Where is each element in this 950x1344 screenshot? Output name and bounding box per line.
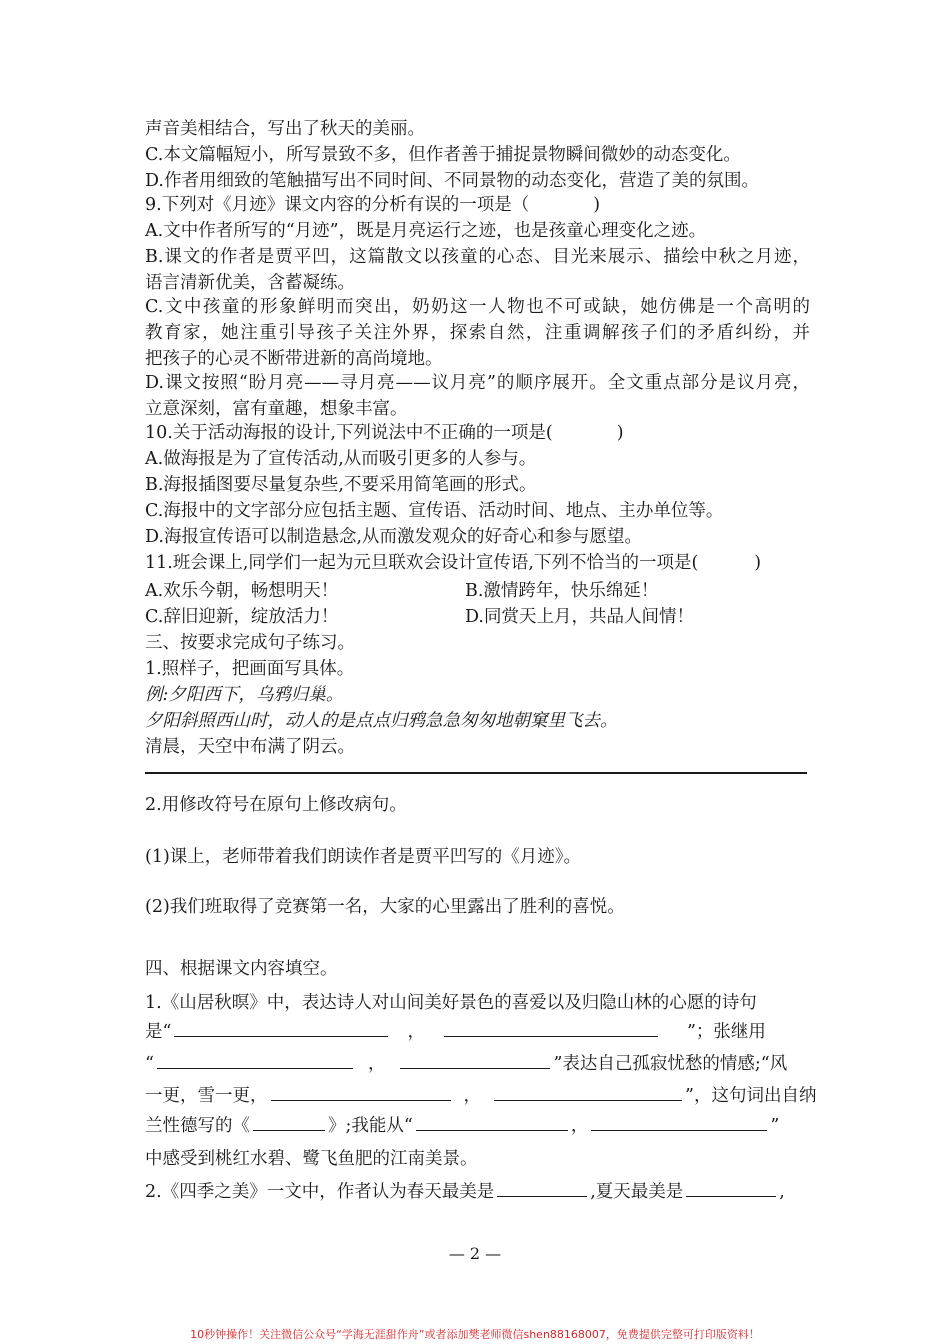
footer-banner: 10秒钟操作！关注微信公众号“学海无涯甜作舟”或者添加樊老师微信shen88168007，免费提供完整可打印版资料！ <box>190 1328 760 1341</box>
fill-blank[interactable] <box>271 1082 451 1101</box>
fill-line: 中感受到桃红水碧、鹭飞鱼肥的江南美景。 <box>145 1149 478 1169</box>
option-a: A.欢乐今朝，畅想明天！ <box>145 581 339 601</box>
fill-blank[interactable] <box>416 1112 568 1131</box>
fill-blank[interactable] <box>494 1082 682 1101</box>
option-b: B.激情跨年，快乐绵延！ <box>465 581 659 601</box>
question-9 <box>145 192 810 218</box>
option-b-cont: 语言清新优美，含蓄凝练。 <box>145 273 355 293</box>
fill-text: ”，这句词出自纳 <box>685 1086 817 1106</box>
fill-text: 一更，雪一更， <box>145 1086 268 1106</box>
question-11 <box>145 550 810 576</box>
exercise-prompt: 清晨，天空中布满了阴云。 <box>145 737 355 757</box>
fill-line <box>145 1050 810 1077</box>
fill-line <box>145 1112 810 1139</box>
fill-text: , <box>779 1182 785 1202</box>
fill-blank[interactable] <box>444 1018 658 1037</box>
question-9-stem: 9.下列对《月迹》课文内容的分析有误的一项是（ <box>145 195 530 215</box>
question-10-stem: 10.关于活动海报的设计,下列说法中不正确的一项是( <box>145 423 553 443</box>
option-a: A.文中作者所写的“月迹”，既是月亮运行之迹，也是孩童心理变化之迹。 <box>145 221 707 241</box>
fill-blank[interactable] <box>157 1050 353 1069</box>
fill-blank[interactable] <box>497 1178 587 1197</box>
exercise-title: 2.用修改符号在原句上修改病句。 <box>145 795 407 815</box>
fill-text: 是“ <box>145 1022 172 1042</box>
answer-paren-close: ) <box>593 195 601 215</box>
fill-blank[interactable] <box>400 1050 550 1069</box>
fill-blank[interactable] <box>253 1112 325 1131</box>
fill-blank[interactable] <box>591 1112 767 1131</box>
option-d: D.课文按照“盼月亮——寻月亮——议月亮”的顺序展开。全文重点部分是议月亮， <box>145 373 810 393</box>
fill-text: ,夏天最美是 <box>590 1182 684 1202</box>
fill-text: ， <box>367 1054 386 1074</box>
option-b: B.课文的作者是贾平凹，这篇散文以孩童的心态、目光来展示、描绘中秋之月迹， <box>145 247 810 267</box>
answer-line[interactable] <box>145 772 807 774</box>
page-number: — 2 — <box>448 1244 502 1263</box>
fill-text: ， <box>463 1086 481 1106</box>
option-c: C.辞旧迎新，绽放活力！ <box>145 607 339 627</box>
option-d: D.同赏天上月，共品人间情！ <box>465 607 694 627</box>
option-d: D.海报宣传语可以制造悬念,从而激发观众的好奇心和参与愿望。 <box>145 527 643 547</box>
fill-line <box>145 1082 817 1109</box>
fill-text: 2.《四季之美》一文中，作者认为春天最美是 <box>145 1182 495 1202</box>
example-line: 夕阳斜照西山时，动人的是点点归鸦急急匆匆地朝窠里飞去。 <box>145 711 618 731</box>
answer-paren-close: ) <box>754 553 762 573</box>
option-c-cont: 教育家，她注重引导孩子关注外界，探索自然，注重调解孩子们的矛盾纠纷，并 <box>145 323 810 343</box>
fill-text: ”；张继用 <box>686 1022 766 1042</box>
option-d-cont: 立意深刻，富有童趣，想象丰富。 <box>145 399 408 419</box>
question-10 <box>145 420 810 446</box>
option-c: C.文中孩童的形象鲜明而突出，奶奶这一人物也不可或缺，她仿佛是一个高明的 <box>145 297 810 317</box>
option-c-cont: 把孩子的心灵不断带进新的高尚境地。 <box>145 349 443 369</box>
sentence-item: (2)我们班取得了竞赛第一名，大家的心里露出了胜利的喜悦。 <box>145 897 625 917</box>
fill-question: 1.《山居秋暝》中，表达诗人对山间美好景色的喜爱以及归隐山林的心愿的诗句 <box>145 993 757 1013</box>
option-c: C.海报中的文字部分应包括主题、宣传语、活动时间、地点、主办单位等。 <box>145 501 724 521</box>
fill-blank[interactable] <box>174 1018 388 1037</box>
fill-text: ， <box>407 1022 425 1042</box>
section-heading: 三、按要求完成句子练习。 <box>145 633 355 653</box>
sentence-item: (1)课上，老师带着我们朗读作者是贾平凹写的《月迹》。 <box>145 847 582 867</box>
fill-blank[interactable] <box>686 1178 776 1197</box>
question-11-stem: 11.班会课上,同学们一起为元旦联欢会设计宣传语,下列不恰当的一项是( <box>145 553 699 573</box>
answer-paren-close: ) <box>616 423 624 443</box>
fill-text: ” <box>770 1116 780 1136</box>
fill-text: “ <box>145 1054 154 1074</box>
text-line: C.本文篇幅短小，所写景致不多，但作者善于捕捉景物瞬间微妙的动态变化。 <box>145 145 741 165</box>
exercise-title: 1.照样子，把画面写具体。 <box>145 659 355 679</box>
text-line: D.作者用细致的笔触描写出不同时间、不同景物的动态变化，营造了美的氛围。 <box>145 171 759 191</box>
fill-text: 兰性德写的《 <box>145 1116 250 1136</box>
option-a: A.做海报是为了宣传活动,从而吸引更多的人参与。 <box>145 449 537 469</box>
fill-text: 》;我能从“ <box>328 1116 413 1136</box>
fill-text: ”表达自己孤寂忧愁的情感;“风 <box>553 1054 788 1074</box>
section-heading: 四、根据课文内容填空。 <box>145 959 338 979</box>
fill-text: ， <box>570 1116 589 1136</box>
option-b: B.海报插图要尽量复杂些,不要采用简笔画的形式。 <box>145 475 537 495</box>
fill-line <box>145 1018 810 1045</box>
text-line: 声音美相结合，写出了秋天的美丽。 <box>145 119 425 139</box>
example-line: 例:夕阳西下，乌鸦归巢。 <box>145 685 344 705</box>
fill-question <box>145 1178 810 1205</box>
